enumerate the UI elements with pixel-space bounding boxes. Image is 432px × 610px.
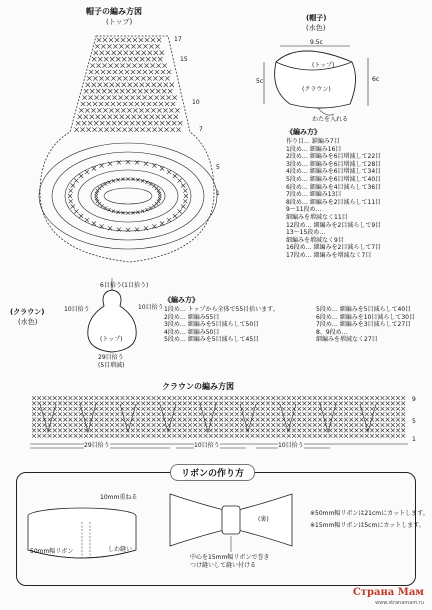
- hat-method-title: 《編み方》: [286, 128, 321, 136]
- hat-label-stuff: わたを入れる: [312, 116, 349, 123]
- crown-bottom-count: 29目拾う: [98, 354, 124, 361]
- ribbon-bow-note-1: 中心を15mm幅リボンで巻き: [190, 554, 270, 561]
- hat-color: (水色): [306, 24, 326, 32]
- hat-method-list-line: 8段め… 細編みを2目減らして11目: [286, 198, 382, 206]
- crown-method-title: 《編み方》: [164, 296, 199, 304]
- ribbon-title: リボンの作り方: [170, 464, 255, 481]
- hat-dim-left: 5c: [256, 78, 264, 85]
- hat-chart-title: 帽子の編み方図: [86, 7, 142, 16]
- crown-method-left-line: 5段め… 細編みを5目減らして45目: [164, 336, 260, 344]
- hat-method-list-line: 13～15段め…: [286, 229, 326, 237]
- hat-method-list-line: 細編みを増減なく11目: [286, 213, 348, 221]
- hat-method-list-line: 16段め… 細編みを2目減らして7目: [286, 244, 382, 252]
- watermark-brand: Страна Мам: [352, 587, 424, 598]
- crown-right-count: 10目拾う: [138, 304, 164, 311]
- crown-bottom-note: (5目増減): [98, 362, 125, 369]
- crown-method-left-line: 4段め… 細編み50目: [164, 328, 220, 336]
- hat-method-list-line: 2段め… 細編みを6目増減して22目: [286, 153, 382, 161]
- crown-method-right-line: 8、9段め…: [316, 328, 348, 336]
- crown-method-right-line: 7段め… 細編みを3目減らして27目: [316, 321, 412, 329]
- hat-row-label-17: 17: [174, 36, 182, 43]
- crown-row-label-5: 5: [412, 418, 416, 425]
- hat-method-list-line: 5段め… 細編みを6目増減して40目: [286, 175, 382, 183]
- watermark-url: www.stranamam.ru: [375, 600, 424, 606]
- crown-row-label-1: 1: [412, 436, 416, 443]
- crown-method-left-line: 2段め… 細編み55目: [164, 313, 220, 321]
- crown-top-count: 6目拾う(1目拾う): [100, 282, 149, 289]
- crown-method-right-line: 5段め… 細編みを5目減らして40目: [316, 306, 412, 313]
- crown-row-label-9: 9: [412, 396, 416, 403]
- hat-method-list-line: 9～11段め…: [286, 206, 322, 214]
- crown-chart-title: クラウンの編み方図: [162, 382, 234, 391]
- crown-title: (クラウン): [10, 308, 45, 316]
- crown-left-count: 10目拾う: [64, 306, 90, 313]
- crown-bottom-count-2: 10目拾う: [194, 442, 220, 449]
- hat-method-list-line: 3段め… 細編みを6目増減して28目: [286, 160, 382, 168]
- ribbon-note-2: ※15mm幅リボンは5cmにカットします。: [310, 522, 425, 529]
- hat-method-list-line: 12段め… 細編みを2目減らして9目: [286, 221, 382, 229]
- hat-method-list-line: 1段め… 細編み16目: [286, 145, 342, 153]
- hat-method-list-line: 作り目… 鎖編み7目: [286, 138, 340, 145]
- hat-method-list-line: 6段め… 細編みを4目減らして36目: [286, 183, 382, 191]
- crown-method-left-line: 1段め… トップから全体で55目拾います。: [164, 306, 279, 313]
- crown-method-right-line: 細編みを増減なく27目: [316, 336, 378, 344]
- crown-method-right-line: 6段め… 細編みを10目減らして30目: [316, 313, 415, 321]
- hat-row-label-5: 5: [216, 164, 220, 171]
- hat-row-label-15: 15: [180, 56, 188, 63]
- crown-center-label: (トップ): [100, 336, 123, 343]
- hat-method-list-line: 4段め… 細編みを6目増減して34目: [286, 168, 382, 176]
- crown-method-left-line: 3段め… 細編みを5目減らして50目: [164, 321, 260, 329]
- ribbon-sew-label: しわ縫い: [108, 546, 133, 553]
- hat-row-label-7: 7: [199, 126, 203, 133]
- hat-method-list-line: 細編みを増減なく9目: [286, 236, 344, 244]
- hat-chart-subtitle: (トップ): [106, 18, 133, 26]
- hat-method-list-line: 17段め… 細編みを増減なく7目: [286, 251, 372, 259]
- hat-dim-top: 9.5c: [310, 39, 323, 46]
- ribbon-center-label: (裏): [258, 516, 269, 523]
- ribbon-bow-note-2: つけ縫いして縫い付ける: [190, 562, 257, 569]
- hat-title: (帽子): [306, 14, 327, 22]
- hat-label-top: (トップ): [312, 62, 335, 69]
- crown-bottom-count-1: 29目拾う: [84, 442, 110, 449]
- hat-row-label-10: 10: [192, 99, 200, 106]
- hat-method-list-line: 7段め… 細編み13目: [286, 191, 342, 199]
- hat-dim-right: 6c: [372, 76, 380, 83]
- hat-row-label-1: 1: [216, 190, 220, 197]
- ribbon-overlap-label: 10mm重ねる: [100, 494, 138, 501]
- crown-color: (水色): [18, 318, 38, 326]
- hat-label-crown: (クラウン): [302, 86, 331, 93]
- ribbon-width-label: 50mm幅リボン: [30, 548, 74, 555]
- crown-bottom-count-3: 10目拾う: [278, 442, 304, 449]
- ribbon-note-1: ※50mm幅リボンは21cmにカットします。: [310, 510, 429, 517]
